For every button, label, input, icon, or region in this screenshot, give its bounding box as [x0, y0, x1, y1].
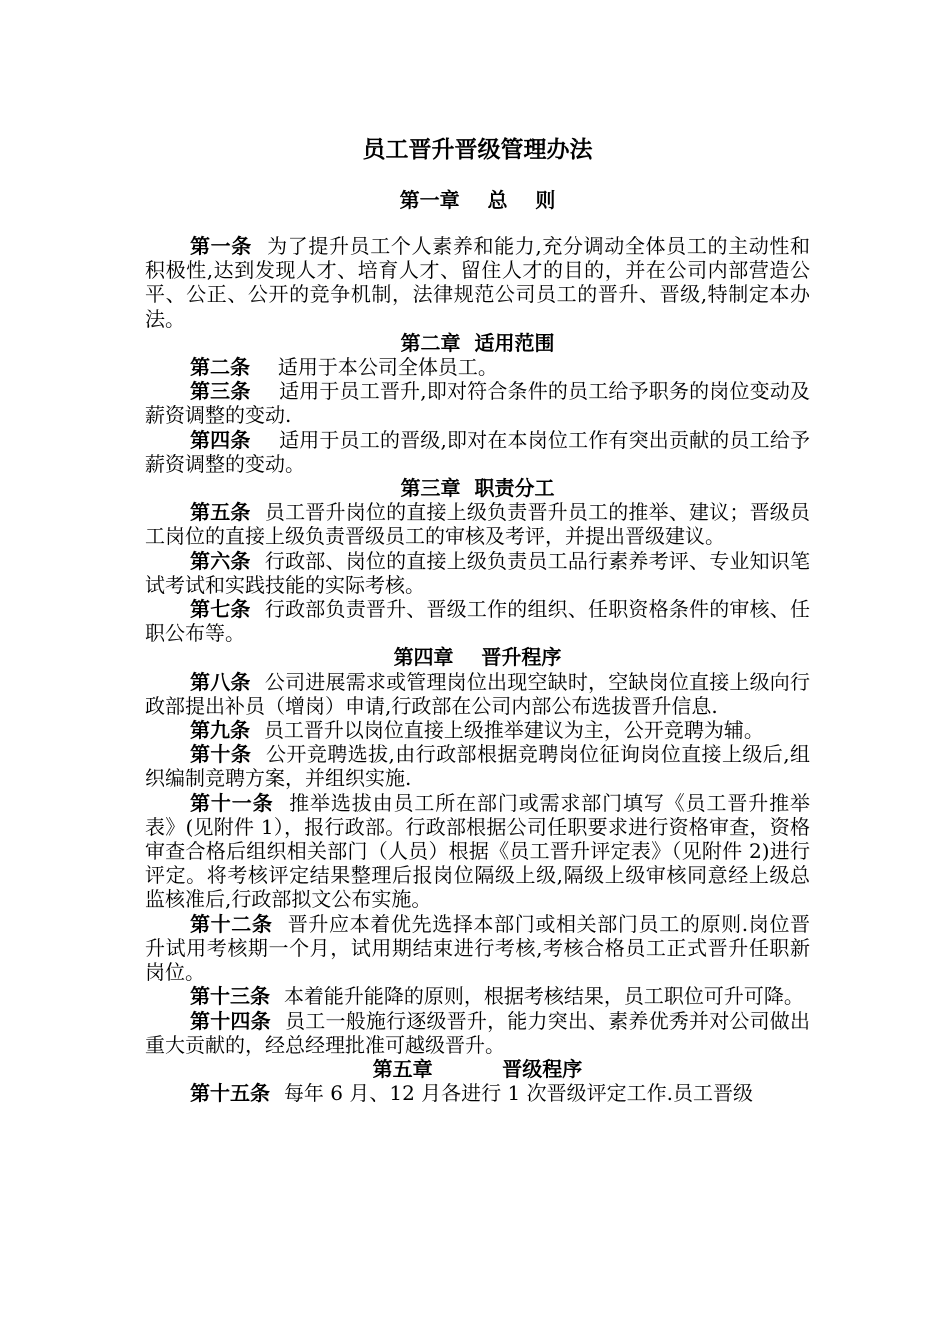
article-number: 第四条 — [190, 427, 280, 452]
article-paragraph — [145, 912, 810, 985]
article-number: 第一条 — [190, 234, 268, 258]
article-paragraph — [145, 379, 810, 427]
article-text: 公开竞聘选拔,由行政部根据竞聘岗位征询岗位直接上级后,组织编制竞聘方案，并组织实施. — [145, 742, 810, 791]
chapter-heading: 第三章 职责分工 — [400, 476, 555, 501]
article-text: 晋升应本着优先选择本部门或相关部门员工的原则.岗位晋升试用考核期一个月，试用期结束进行考核,考核合格员工正式晋升任职新岗位。 — [145, 911, 810, 985]
article-text: 员工晋升以岗位直接上级推举建议为主，公开竞聘为辅。 — [263, 718, 764, 743]
article-paragraph — [145, 549, 810, 597]
article-paragraph — [145, 718, 810, 742]
article-number: 第十四条 — [190, 1008, 286, 1033]
article-text: 员工晋升岗位的直接上级负责晋升员工的推举、建议；晋级员工岗位的直接上级负责晋级员工的审核及考评，并提出晋级建议。 — [145, 500, 810, 549]
article-number: 第十条 — [190, 742, 267, 767]
article-paragraph — [145, 1081, 810, 1105]
article-paragraph — [145, 742, 810, 790]
article-number: 第九条 — [190, 718, 264, 743]
article-text: 为了提升员工个人素养和能力,充分调动全体员工的主动性和积极性,达到发现人才、培育人才、留住人才的目的，并在公司内部营造公平、公正、公开的竞争机制，法律规范公司员工的晋升、晋级,特制定本办法。 — [145, 234, 810, 331]
article-paragraph — [145, 670, 810, 718]
article-number: 第六条 — [190, 548, 265, 573]
chapter-heading: 第四章 晋升程序 — [393, 645, 562, 670]
chapter-heading: 第一章 总 则 — [399, 188, 556, 212]
chapter-heading: 第五章 晋级程序 — [372, 1056, 583, 1081]
article-number: 第十三条 — [190, 984, 284, 1009]
article-text: 公司进展需求或管理岗位出现空缺时，空缺岗位直接上级向行政部提出补员（增岗）申请,行政部在公司内部公布选拔晋升信息. — [145, 669, 810, 718]
article-paragraph — [145, 1009, 810, 1057]
article-paragraph — [145, 355, 810, 379]
article-number: 第十一条 — [190, 790, 290, 815]
article-number: 第三条 — [190, 379, 280, 404]
article-paragraph — [145, 791, 810, 912]
article-text: 适用于员工晋升,即对符合条件的员工给予职务的岗位变动及薪资调整的变动. — [145, 379, 810, 428]
article-text: 行政部负责晋升、晋级工作的组织、任职资格条件的审核、任职公布等。 — [145, 597, 810, 646]
document-body — [145, 234, 810, 1105]
chapter-heading: 第二章 适用范围 — [400, 330, 555, 355]
article-paragraph — [145, 234, 810, 331]
article-number: 第七条 — [190, 597, 265, 622]
article-paragraph — [145, 428, 810, 476]
article-paragraph — [145, 984, 810, 1008]
article-paragraph — [145, 597, 810, 645]
article-number: 第十五条 — [190, 1081, 284, 1106]
article-number: 第二条 — [190, 355, 278, 380]
article-text: 本着能升能降的原则，根据考核结果，员工职位可升可降。 — [283, 984, 804, 1009]
article-number: 第八条 — [190, 669, 265, 694]
document-title: 员工晋升晋级管理办法 — [362, 136, 593, 163]
article-text: 适用于本公司全体员工。 — [277, 355, 498, 380]
article-text: 适用于员工的晋级,即对在本岗位工作有突出贡献的员工给予薪资调整的变动。 — [145, 427, 810, 476]
article-text: 每年 6 月、12 月各进行 1 次晋级评定工作.员工晋级 — [283, 1081, 753, 1106]
article-number: 第五条 — [190, 500, 265, 525]
article-paragraph — [145, 500, 810, 548]
article-text: 行政部、岗位的直接上级负责员工品行素养考评、专业知识笔试考试和实践技能的实际考核。 — [145, 548, 810, 597]
article-number: 第十二条 — [190, 911, 288, 936]
article-text: 员工一般施行逐级晋升，能力突出、素养优秀并对公司做出重大贡献的，经总经理批准可越级晋升。 — [145, 1008, 810, 1057]
article-text: 推举选拔由员工所在部门或需求部门填写《员工晋升推举表》(见附件 1），报行政部。行政部根据公司任职要求进行资格审查，资格审查合格后组织相关部门（人员）根据《员工晋升评定表》（见附件 2)进行评定。将考核评定结果整理后报岗位隔级上级,隔级上级审核同意经上级总监核准后,行政部拟文公布实施。 — [145, 790, 810, 912]
